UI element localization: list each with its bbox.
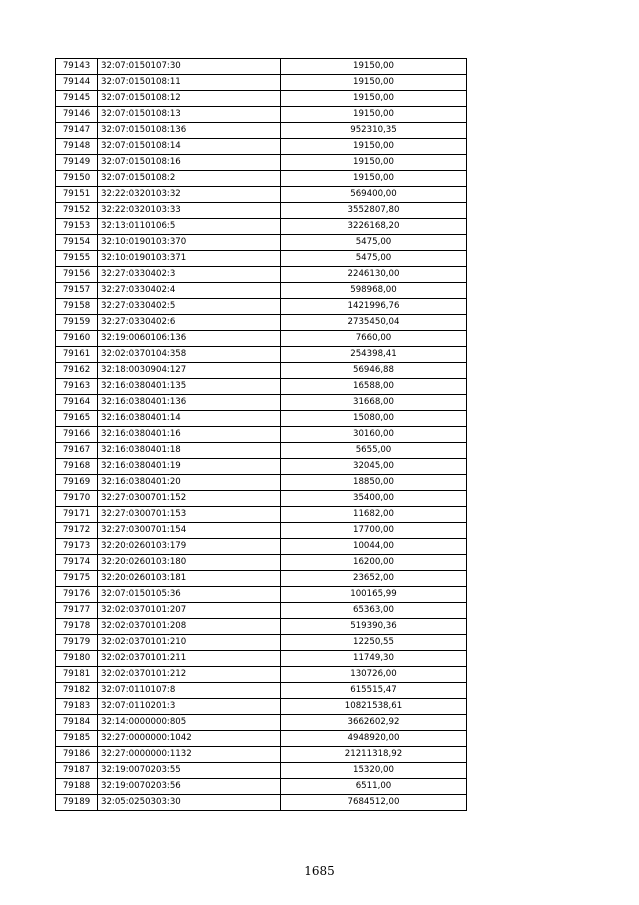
table-row [56,379,467,395]
value-cell: 4948920,00 [281,731,467,747]
cadastral-number-cell: 32:02:0370101:207 [98,603,281,619]
cadastral-number-cell: 32:07:0150108:12 [98,91,281,107]
value-cell: 130726,00 [281,667,467,683]
table-row [56,267,467,283]
cadastral-number-cell: 32:07:0110107:8 [98,683,281,699]
table-row [56,219,467,235]
cadastral-number-cell: 32:27:0300701:153 [98,507,281,523]
value-cell: 2735450,04 [281,315,467,331]
cadastral-number-cell: 32:07:0150108:136 [98,123,281,139]
cadastral-number-cell: 32:02:0370101:208 [98,619,281,635]
cadastral-number-cell: 32:27:0330402:6 [98,315,281,331]
cadastral-number-cell: 32:16:0380401:20 [98,475,281,491]
row-number-cell: 79187 [56,763,98,779]
cadastral-number-cell: 32:07:0150108:11 [98,75,281,91]
row-number-cell: 79153 [56,219,98,235]
value-cell: 5475,00 [281,251,467,267]
table-row [56,363,467,379]
row-number-cell: 79172 [56,523,98,539]
cadastral-number-cell: 32:16:0380401:18 [98,443,281,459]
table-row [56,539,467,555]
table-row [56,75,467,91]
cadastral-number-cell: 32:20:0260103:179 [98,539,281,555]
row-number-cell: 79168 [56,459,98,475]
row-number-cell: 79164 [56,395,98,411]
row-number-cell: 79149 [56,155,98,171]
row-number-cell: 79163 [56,379,98,395]
value-cell: 10821538,61 [281,699,467,715]
value-cell: 18850,00 [281,475,467,491]
table-row [56,571,467,587]
table-row [56,507,467,523]
value-cell: 12250,55 [281,635,467,651]
value-cell: 15080,00 [281,411,467,427]
table-row [56,651,467,667]
table-row [56,107,467,123]
value-cell: 1421996,76 [281,299,467,315]
value-cell: 21211318,92 [281,747,467,763]
value-cell: 3226168,20 [281,219,467,235]
cadastral-number-cell: 32:20:0260103:181 [98,571,281,587]
cadastral-number-cell: 32:16:0380401:19 [98,459,281,475]
row-number-cell: 79182 [56,683,98,699]
table-row [56,667,467,683]
row-number-cell: 79185 [56,731,98,747]
table-row [56,603,467,619]
value-cell: 100165,99 [281,587,467,603]
cadastral-number-cell: 32:27:0330402:3 [98,267,281,283]
row-number-cell: 79174 [56,555,98,571]
row-number-cell: 79143 [56,59,98,75]
cadastral-number-cell: 32:10:0190103:370 [98,235,281,251]
table-row [56,123,467,139]
cadastral-number-cell: 32:22:0320103:33 [98,203,281,219]
table-row [56,187,467,203]
value-cell: 31668,00 [281,395,467,411]
cadastral-number-cell: 32:07:0150108:13 [98,107,281,123]
row-number-cell: 79161 [56,347,98,363]
table-row [56,251,467,267]
value-cell: 254398,41 [281,347,467,363]
value-cell: 23652,00 [281,571,467,587]
table-row [56,683,467,699]
cadastral-number-cell: 32:19:0060106:136 [98,331,281,347]
row-number-cell: 79189 [56,795,98,811]
row-number-cell: 79159 [56,315,98,331]
cadastral-number-cell: 32:02:0370101:210 [98,635,281,651]
table-row [56,235,467,251]
table-row [56,347,467,363]
table-row [56,491,467,507]
table-row [56,395,467,411]
value-cell: 952310,35 [281,123,467,139]
cadastral-number-cell: 32:27:0330402:4 [98,283,281,299]
value-cell: 598968,00 [281,283,467,299]
table-row [56,459,467,475]
row-number-cell: 79179 [56,635,98,651]
cadastral-number-cell: 32:16:0380401:14 [98,411,281,427]
row-number-cell: 79156 [56,267,98,283]
row-number-cell: 79157 [56,283,98,299]
table-row [56,779,467,795]
table-row [56,555,467,571]
value-cell: 3662602,92 [281,715,467,731]
table-row [56,411,467,427]
row-number-cell: 79186 [56,747,98,763]
cadastral-number-cell: 32:27:0000000:1132 [98,747,281,763]
row-number-cell: 79170 [56,491,98,507]
row-number-cell: 79188 [56,779,98,795]
row-number-cell: 79171 [56,507,98,523]
row-number-cell: 79150 [56,171,98,187]
row-number-cell: 79169 [56,475,98,491]
row-number-cell: 79181 [56,667,98,683]
table-row [56,427,467,443]
cadastral-number-cell: 32:19:0070203:56 [98,779,281,795]
table-body [56,59,467,811]
value-cell: 7684512,00 [281,795,467,811]
cadastral-number-cell: 32:13:0110106:5 [98,219,281,235]
row-number-cell: 79145 [56,91,98,107]
value-cell: 19150,00 [281,107,467,123]
cadastral-number-cell: 32:27:0300701:154 [98,523,281,539]
table-row [56,315,467,331]
row-number-cell: 79165 [56,411,98,427]
cadastral-number-cell: 32:10:0190103:371 [98,251,281,267]
row-number-cell: 79160 [56,331,98,347]
value-cell: 19150,00 [281,59,467,75]
table-row [56,91,467,107]
row-number-cell: 79151 [56,187,98,203]
row-number-cell: 79183 [56,699,98,715]
row-number-cell: 79162 [56,363,98,379]
row-number-cell: 79154 [56,235,98,251]
value-cell: 19150,00 [281,139,467,155]
value-cell: 16200,00 [281,555,467,571]
value-cell: 5655,00 [281,443,467,459]
table-row [56,715,467,731]
table-row [56,731,467,747]
cadastral-number-cell: 32:02:0370101:212 [98,667,281,683]
table-row [56,203,467,219]
row-number-cell: 79152 [56,203,98,219]
value-cell: 16588,00 [281,379,467,395]
cadastral-number-cell: 32:14:0000000:805 [98,715,281,731]
value-cell: 2246130,00 [281,267,467,283]
value-cell: 65363,00 [281,603,467,619]
value-cell: 56946,88 [281,363,467,379]
row-number-cell: 79175 [56,571,98,587]
value-cell: 615515,47 [281,683,467,699]
row-number-cell: 79173 [56,539,98,555]
cadastral-number-cell: 32:27:0330402:5 [98,299,281,315]
cadastral-number-cell: 32:16:0380401:16 [98,427,281,443]
cadastral-number-cell: 32:02:0370101:211 [98,651,281,667]
table-row [56,283,467,299]
value-cell: 32045,00 [281,459,467,475]
row-number-cell: 79167 [56,443,98,459]
row-number-cell: 79155 [56,251,98,267]
row-number-cell: 79180 [56,651,98,667]
row-number-cell: 79166 [56,427,98,443]
row-number-cell: 79177 [56,603,98,619]
value-cell: 35400,00 [281,491,467,507]
table-row [56,155,467,171]
value-cell: 3552807,80 [281,203,467,219]
cadastral-number-cell: 32:16:0380401:135 [98,379,281,395]
data-table [55,58,467,811]
cadastral-number-cell: 32:07:0150108:2 [98,171,281,187]
value-cell: 7660,00 [281,331,467,347]
cadastral-number-cell: 32:27:0000000:1042 [98,731,281,747]
table-row [56,619,467,635]
table-row [56,523,467,539]
cadastral-number-cell: 32:07:0150107:30 [98,59,281,75]
row-number-cell: 79178 [56,619,98,635]
page-number: 1685 [304,864,335,878]
table-row [56,171,467,187]
row-number-cell: 79146 [56,107,98,123]
cadastral-number-cell: 32:18:0030904:127 [98,363,281,379]
table-row [56,299,467,315]
row-number-cell: 79144 [56,75,98,91]
cadastral-number-cell: 32:22:0320103:32 [98,187,281,203]
row-number-cell: 79158 [56,299,98,315]
value-cell: 19150,00 [281,171,467,187]
row-number-cell: 79176 [56,587,98,603]
cadastral-number-cell: 32:07:0150108:16 [98,155,281,171]
value-cell: 11682,00 [281,507,467,523]
value-cell: 5475,00 [281,235,467,251]
value-cell: 569400,00 [281,187,467,203]
table-row [56,795,467,811]
value-cell: 19150,00 [281,91,467,107]
cadastral-number-cell: 32:07:0150108:14 [98,139,281,155]
table-row [56,59,467,75]
table-row [56,587,467,603]
table-row [56,763,467,779]
row-number-cell: 79147 [56,123,98,139]
cadastral-number-cell: 32:27:0300701:152 [98,491,281,507]
cadastral-number-cell: 32:19:0070203:55 [98,763,281,779]
value-cell: 6511,00 [281,779,467,795]
cadastral-number-cell: 32:07:0110201:3 [98,699,281,715]
value-cell: 19150,00 [281,155,467,171]
value-cell: 11749,30 [281,651,467,667]
cadastral-number-cell: 32:05:0250303:30 [98,795,281,811]
value-cell: 30160,00 [281,427,467,443]
value-cell: 10044,00 [281,539,467,555]
table-row [56,139,467,155]
cadastral-number-cell: 32:07:0150105:36 [98,587,281,603]
row-number-cell: 79148 [56,139,98,155]
cadastral-number-cell: 32:20:0260103:180 [98,555,281,571]
table-row [56,331,467,347]
value-cell: 17700,00 [281,523,467,539]
value-cell: 15320,00 [281,763,467,779]
table-row [56,699,467,715]
cadastral-number-cell: 32:02:0370104:358 [98,347,281,363]
table-row [56,635,467,651]
table-row [56,747,467,763]
value-cell: 519390,36 [281,619,467,635]
value-cell: 19150,00 [281,75,467,91]
table-row [56,443,467,459]
cadastral-number-cell: 32:16:0380401:136 [98,395,281,411]
row-number-cell: 79184 [56,715,98,731]
table-row [56,475,467,491]
